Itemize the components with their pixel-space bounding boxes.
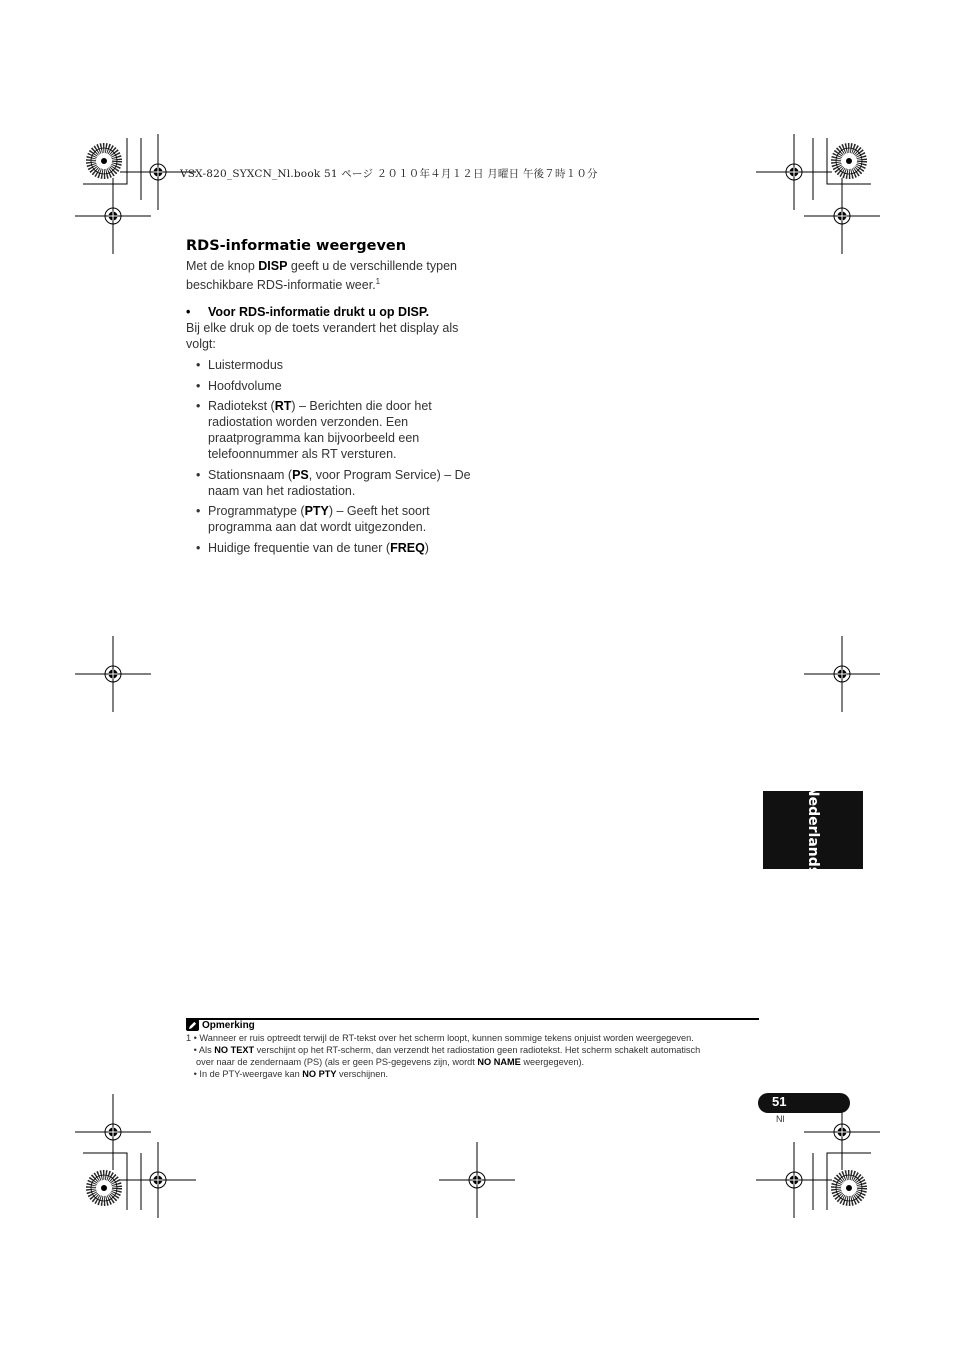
book-header-info: VSX-820_SYXCN_Nl.book 51 ページ ２０１０年４月１２日 月曜日 午後７時１０分 bbox=[180, 168, 598, 180]
footnote-line: 1 • Wanneer er ruis optreedt terwijl de RT-tekst over het scherm loopt, kunnen sommige tekens onjuist worden weergegeven. bbox=[186, 1033, 694, 1043]
language-tab-label: Nederlands bbox=[805, 784, 821, 876]
footnotes bbox=[186, 1032, 766, 1080]
page-number: 51 bbox=[772, 1094, 787, 1109]
list-item-text: Luistermodus bbox=[208, 358, 284, 373]
page-number-badge bbox=[758, 1093, 850, 1113]
language-tab bbox=[763, 784, 863, 876]
display-modes-list bbox=[186, 357, 476, 556]
list-item-text: Programmatype ( bbox=[208, 504, 305, 519]
list-item bbox=[186, 503, 476, 535]
footnote-text: • Als bbox=[186, 1045, 215, 1055]
main-column bbox=[186, 238, 476, 560]
list-item-text: Stationsnaam ( bbox=[208, 467, 293, 482]
footnote-key: NO TEXT bbox=[214, 1045, 255, 1055]
list-item-text: Radiotekst ( bbox=[208, 399, 275, 414]
list-item-text: Huidige frequentie van de tuner ( bbox=[208, 540, 391, 555]
footnote-text: weergegeven). bbox=[520, 1057, 585, 1067]
note-divider bbox=[186, 1018, 759, 1020]
intro-paragraph bbox=[186, 258, 476, 293]
footnote-line bbox=[186, 1068, 766, 1080]
intro-bold-key: DISP bbox=[258, 259, 288, 273]
list-item-text: , voor Program Service) – De naam van het radiostation. bbox=[208, 467, 471, 498]
step-description: Bij elke druk op de toets verandert het display als volgt: bbox=[186, 321, 459, 352]
intro-text-start: Met de knop bbox=[186, 259, 259, 273]
pencil-note-icon bbox=[186, 1019, 199, 1031]
footnote-text: over naar de zendernaam (PS) (als er geen PS-gegevens zijn, wordt bbox=[196, 1057, 478, 1067]
note-heading bbox=[186, 1019, 255, 1031]
footnote-text: verschijnen. bbox=[336, 1069, 389, 1079]
footnote-key: NO NAME bbox=[477, 1057, 521, 1067]
step-instruction: • Voor RDS-informatie drukt u op DISP. bbox=[186, 304, 476, 320]
footnote-text: • In de PTY-weergave kan bbox=[186, 1069, 303, 1079]
footnote-key: NO PTY bbox=[302, 1069, 337, 1079]
footnote-text: verschijnt op het RT-scherm, dan verzendt het radiostation geen radiotekst. Het scherm schakelt automatisch bbox=[254, 1045, 701, 1055]
footnote-marker: 1 bbox=[375, 277, 381, 286]
page-language-code: Nl bbox=[776, 1114, 785, 1124]
footnote-line bbox=[186, 1044, 766, 1056]
list-item-text: Hoofdvolume bbox=[208, 378, 282, 393]
list-item-text: ) – Geeft het soort programma aan dat wordt uitgezonden. bbox=[208, 504, 430, 535]
note-heading-label: Opmerking bbox=[202, 1019, 255, 1031]
footnote-line bbox=[186, 1056, 766, 1068]
list-item-text: ) bbox=[424, 540, 429, 555]
section-title: RDS-informatie weergeven bbox=[186, 238, 407, 254]
list-item-key: PTY bbox=[304, 504, 329, 519]
list-item-key: PS bbox=[292, 467, 309, 482]
list-item-key: FREQ bbox=[390, 540, 425, 555]
list-item-key: RT bbox=[274, 399, 292, 414]
intro-text-end: geeft u de verschillende typen beschikbare RDS-informatie weer. bbox=[186, 259, 458, 293]
list-item bbox=[186, 540, 476, 556]
list-item bbox=[186, 378, 476, 394]
list-item-text: ) – Berichten die door het radiostation worden verzonden. Een praatprogramma kan bijvoorbeeld een telefoonnummer als RT versturen. bbox=[208, 399, 432, 462]
list-item bbox=[186, 398, 476, 462]
list-item bbox=[186, 357, 476, 373]
list-item bbox=[186, 467, 476, 499]
